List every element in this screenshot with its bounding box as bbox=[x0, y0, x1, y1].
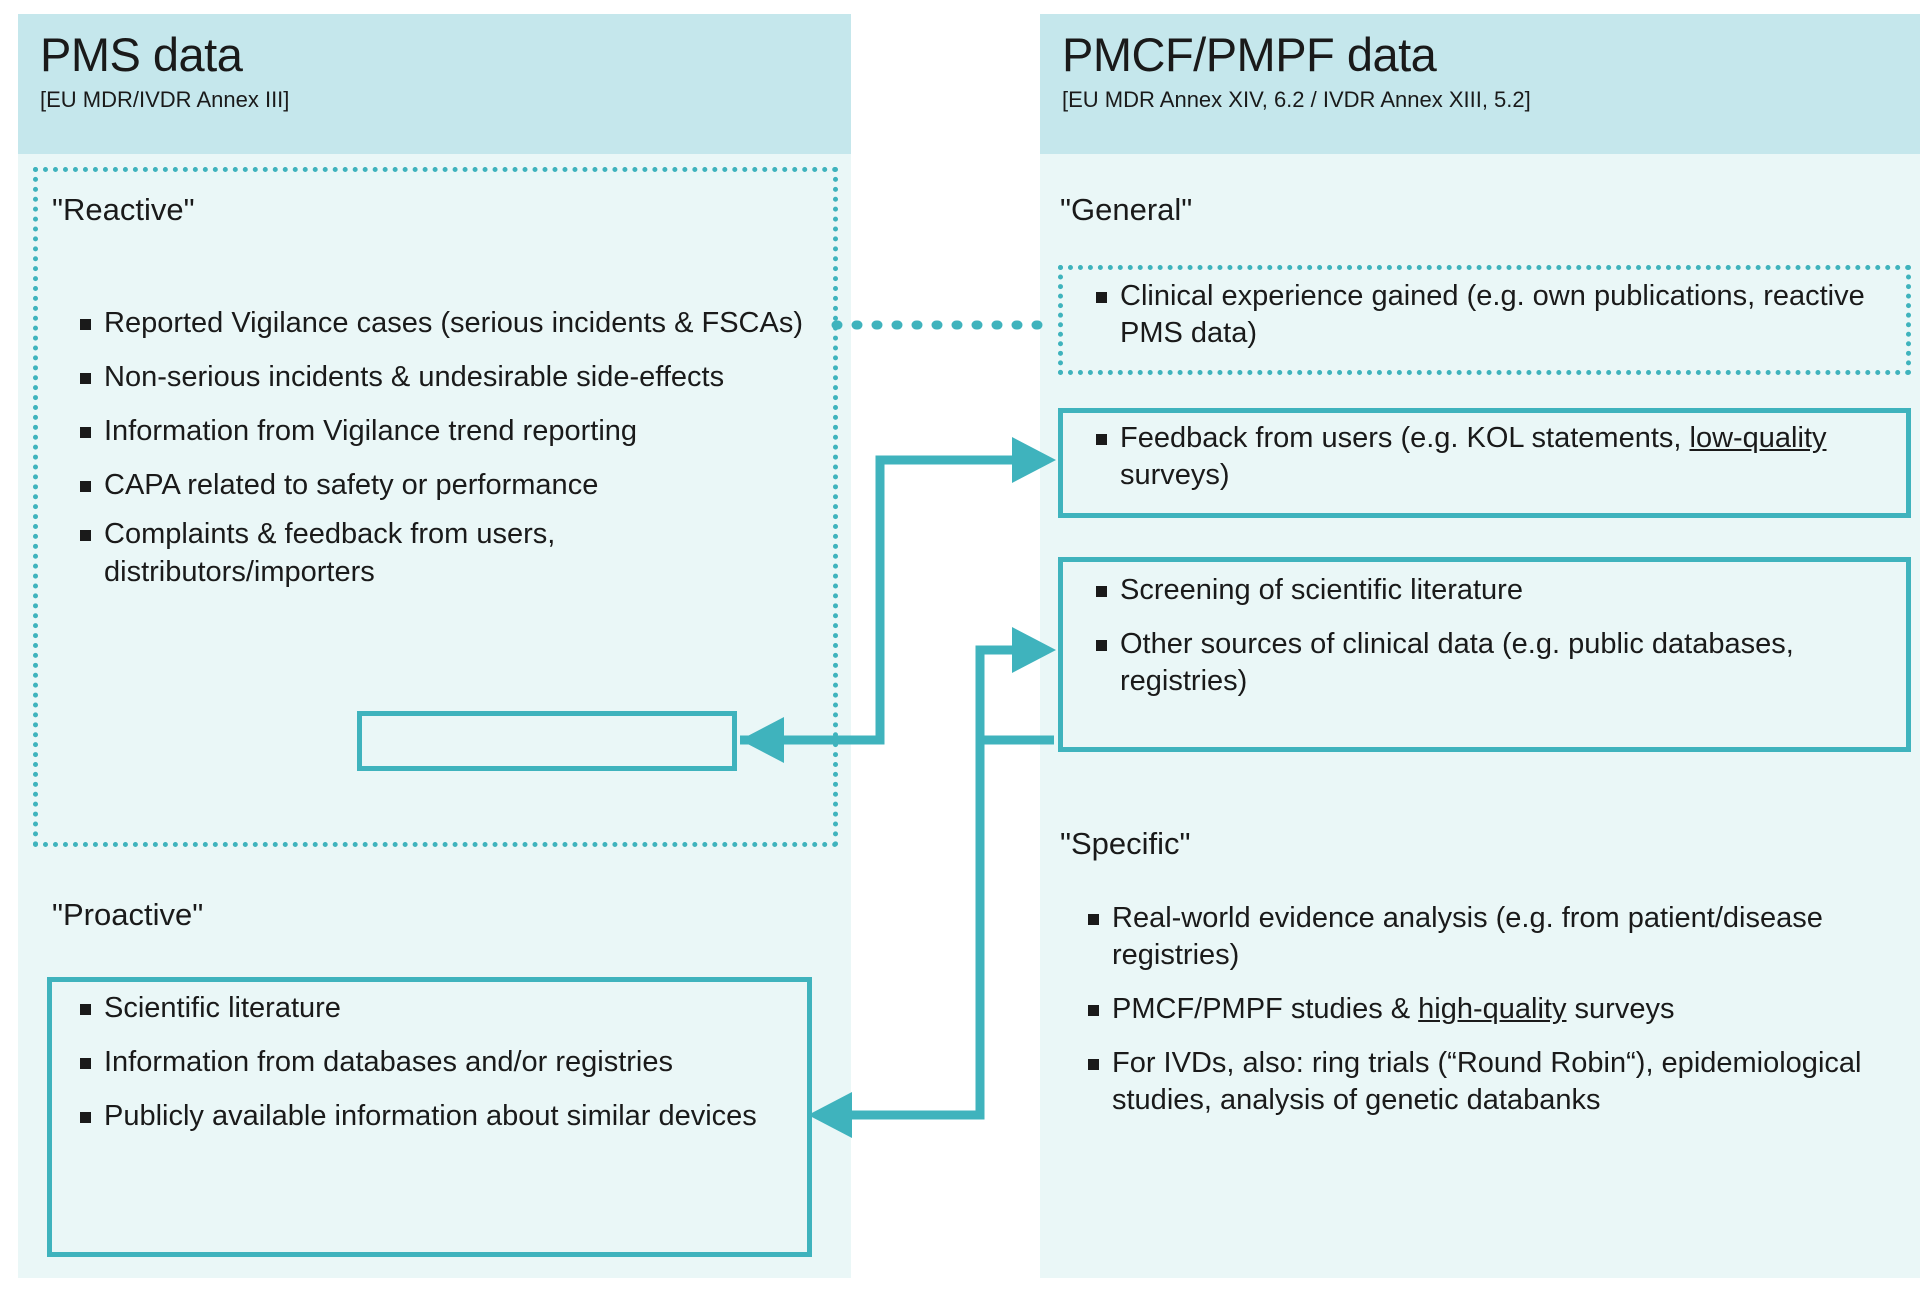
specific-text-pre: PMCF/PMPF studies & bbox=[1112, 993, 1419, 1026]
feedback-from-users-list bbox=[1068, 420, 1903, 511]
list-item: CAPA related to safety or performance bbox=[52, 467, 812, 504]
list-item: Scientific literature bbox=[52, 990, 792, 1027]
list-item: Other sources of clinical data (e.g. public databases, registries) bbox=[1068, 626, 1903, 700]
feedback-text-pre: Feedback from users (e.g. KOL statements, bbox=[1120, 422, 1690, 454]
list-item: Non-serious incidents & undesirable side-effects bbox=[52, 359, 812, 396]
list-item bbox=[1060, 991, 1910, 1028]
list-item: Clinical experience gained (e.g. own publications, reactive PMS data) bbox=[1068, 278, 1903, 352]
pms-data-header bbox=[18, 14, 851, 154]
list-item: Complaints & feedback from users, distributors/importers bbox=[52, 516, 812, 590]
general-group-label: "General" bbox=[1060, 192, 1193, 227]
list-item: Real-world evidence analysis (e.g. from patient/disease registries) bbox=[1060, 900, 1910, 974]
connector-specific-to-proactive bbox=[845, 650, 980, 1115]
list-item: Publicly available information about similar devices bbox=[52, 1098, 792, 1135]
list-item: For IVDs, also: ring trials (“Round Robin“), epidemiological studies, analysis of genetic databanks bbox=[1060, 1045, 1910, 1119]
proactive-items-list bbox=[52, 990, 792, 1152]
feedback-text-post: surveys) bbox=[1120, 459, 1230, 492]
feedback-from-users-highlight-box bbox=[357, 711, 737, 771]
list-item: Screening of scientific literature bbox=[1068, 572, 1903, 609]
proactive-group-label: "Proactive" bbox=[52, 897, 204, 932]
reactive-group-label: "Reactive" bbox=[52, 192, 195, 227]
pms-data-subtitle: [EU MDR/IVDR Annex III] bbox=[40, 87, 290, 113]
list-item: Information from Vigilance trend reporting bbox=[52, 413, 812, 450]
pmcf-pmpf-data-header bbox=[1040, 14, 1920, 154]
specific-items-list bbox=[1060, 900, 1910, 1137]
list-item: Reported Vigilance cases (serious incidents & FSCAs) bbox=[52, 305, 812, 342]
pmcf-pmpf-data-title: PMCF/PMPF data bbox=[1062, 28, 1437, 81]
feedback-text-underlined: low-quality bbox=[1689, 422, 1827, 454]
reactive-items-list bbox=[52, 305, 812, 608]
specific-text-underlined: high-quality bbox=[1418, 993, 1567, 1026]
literature-sources-list bbox=[1068, 572, 1903, 717]
specific-text-post: surveys bbox=[1566, 993, 1675, 1026]
specific-group-label: "Specific" bbox=[1060, 826, 1191, 861]
pms-data-title: PMS data bbox=[40, 28, 243, 81]
pmcf-pmpf-data-subtitle: [EU MDR Annex XIV, 6.2 / IVDR Annex XIII, 5.2] bbox=[1062, 87, 1531, 113]
clinical-experience-list bbox=[1068, 278, 1903, 369]
list-item: Information from databases and/or registries bbox=[52, 1044, 792, 1081]
list-item bbox=[1068, 420, 1903, 494]
